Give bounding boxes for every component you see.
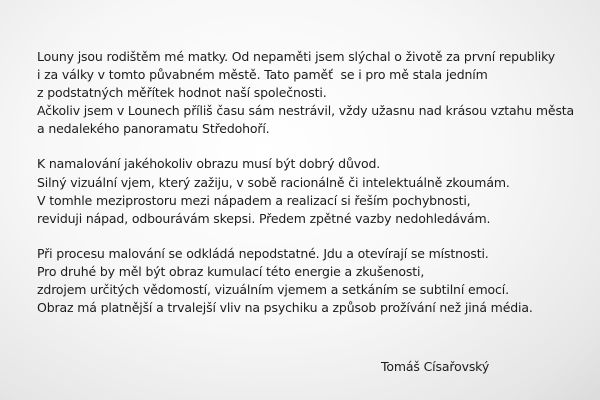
text-line: Obraz má platnější a trvalejší vliv na psychiku a způsob prožívání než jiná média. <box>37 300 533 316</box>
text-line: Pro druhé by měl být obraz kumulací této energie a zkušenosti, <box>37 263 425 279</box>
author-signature: Tomáš Císařovský <box>381 359 490 374</box>
statement-text <box>37 48 597 334</box>
text-line: a nedalekého panoramatu Středohoří. <box>37 121 270 137</box>
text-line: Louny jsou rodištěm mé matky. Od nepaměti jsem slýchal o životě za první republiky <box>37 49 556 64</box>
text-line: Při procesu malování se odkládá nepodstatné. Jdu a otevírají se místnosti. <box>37 245 489 261</box>
text-line: K namalování jakéhokoliv obrazu musí být dobrý důvod. <box>37 156 381 172</box>
paragraph-motivation <box>37 155 597 227</box>
text-line: Silný vizuální vjem, který zažiju, v sobě racionálně či intelektuálně zkoumám. <box>37 174 510 190</box>
text-line: zdrojem určitých vědomostí, vizuálním vjemem a setkáním se subtilní emocí. <box>37 282 509 298</box>
paragraph-process <box>37 245 597 317</box>
paragraph-louny <box>37 48 597 138</box>
text-line: reviduji nápad, odbourávám skepsi. Předem zpětné vazby nedohledávám. <box>37 210 491 226</box>
text-line: z podstatných měřítek hodnot naší společnosti. <box>37 85 327 101</box>
text-line: V tomhle meziprostoru mezi nápadem a realizací si řeším pochybnosti, <box>37 192 471 208</box>
text-line: i za války v tomto půvabném městě. Tato paměť se i pro mě stala jedním <box>37 67 488 83</box>
text-line: Ačkoliv jsem v Lounech příliš času sám nestrávil, vždy užasnu nad krásou vztahu města <box>37 103 575 119</box>
